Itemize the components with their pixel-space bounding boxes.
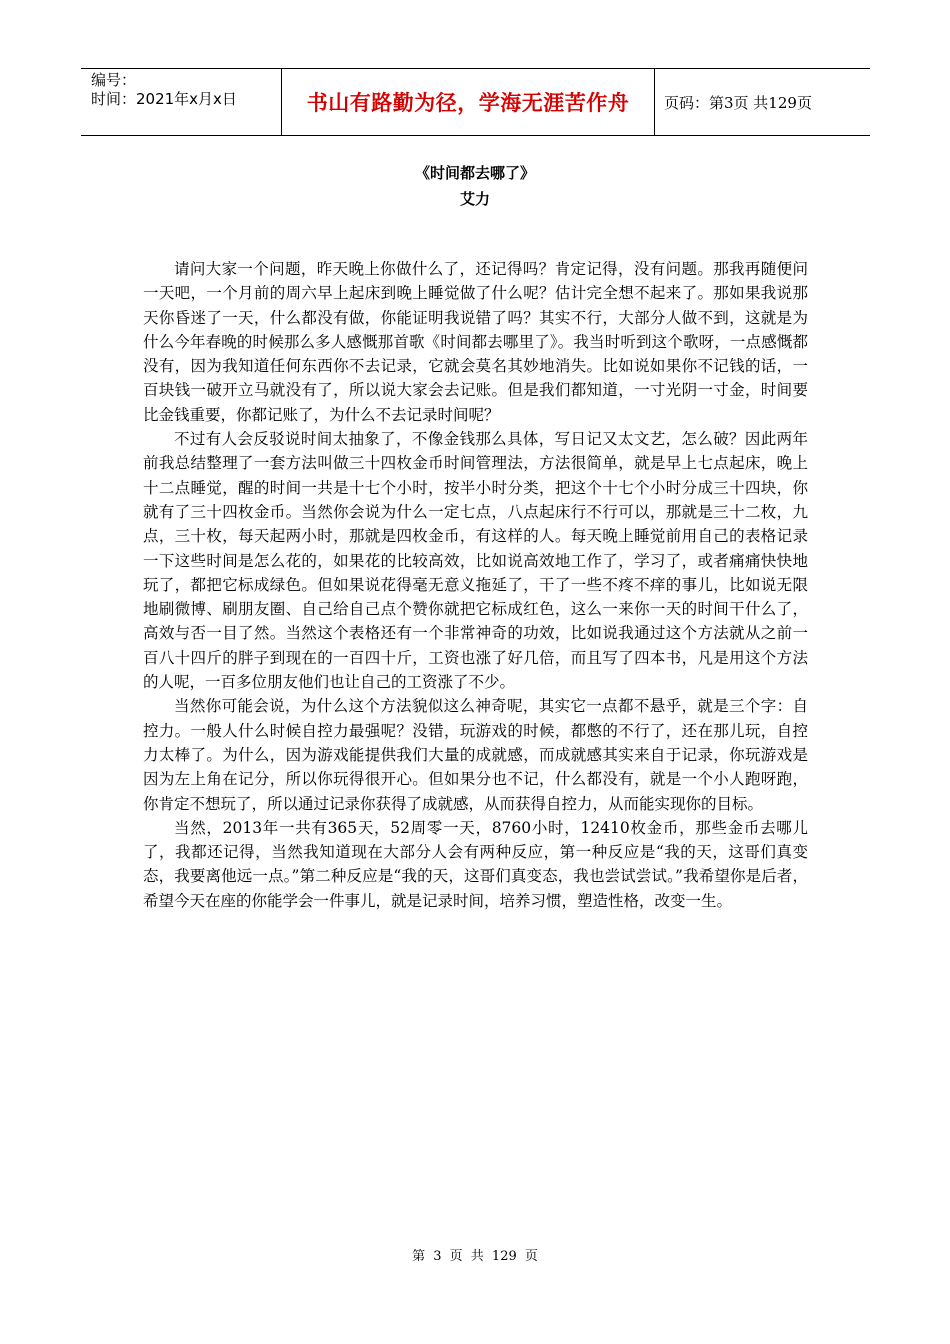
document-body	[143, 257, 808, 913]
serial-number-label: 编号：	[91, 71, 137, 89]
page-header	[81, 68, 870, 136]
header-motto: 书山有路勤为径，学海无涯苦作舟	[281, 69, 655, 135]
body-paragraph: 请问大家一个问题，昨天晚上你做什么了，还记得吗？肯定记得，没有问题。那我再随便问一天吧，一个月前的周六早上起床到晚上睡觉做了什么呢？估计完全想不起来了。那如果我说那天你昏迷了一天，什么都没有做，你能证明我说错了吗？其实不行，大部分人做不到，这就是为什么今年春晚的时候那么多人感慨那首歌《时间都去哪里了》。我当时听到这个歌呀，一点感慨都没有，因为我知道任何东西你不去记录，它就会莫名其妙地消失。比如说如果你不记钱的话，一百块钱一破开立马就没有了，所以说大家会去记账。但是我们都知道，一寸光阴一寸金，时间要比金钱重要，你都记账了，为什么不去记录时间呢？	[143, 260, 808, 424]
header-page-info: 页码：第3页 共129页	[664, 93, 812, 112]
document-title: 《时间都去哪了》	[414, 164, 535, 182]
body-paragraph: 当然你可能会说，为什么这个方法貌似这么神奇呢，其实它一点都不悬乎，就是三个字：自控力。一般人什么时候自控力最强呢？没错，玩游戏的时候，都憋的不行了，还在那儿玩，自控力太棒了。为什么，因为游戏能提供我们大量的成就感，而成就感其实来自于记录，你玩游戏是因为左上角在记分，所以你玩得很开心。但如果分也不记，什么都没有，就是一个小人跑呀跑，你肯定不想玩了，所以通过记录你获得了成就感，从而获得自控力，从而能实现你的目标。	[143, 697, 808, 813]
body-paragraph: 不过有人会反驳说时间太抽象了，不像金钱那么具体，写日记又太文艺，怎么破？因此两年前我总结整理了一套方法叫做三十四枚金币时间管理法，方法很简单，就是早上七点起床，晚上十二点睡觉，醒的时间一共是十七个小时，按半小时分类，把这个十七个小时分成三十四块，你就有了三十四枚金币。当然你会说为什么一定七点，八点起床行不行可以，那就是三十二枚，九点，三十枚，每天起两小时，那就是四枚金币，有这样的人。每天晚上睡觉前用自己的表格记录一下这些时间是怎么花的，如果花的比较高效，比如说高效地工作了，学习了，或者痛痛快快地玩了，都把它标成绿色。但如果说花得毫无意义拖延了，干了一些不疼不痒的事儿，比如说无限地刷微博、刷朋友圈、自己给自己点个赞你就把它标成红色，这么一来你一天的时间干什么了，高效与否一目了然。当然这个表格还有一个非常神奇的功效，比如说我通过这个方法就从之前一百八十四斤的胖子到现在的一百四十斤，工资也涨了好几倍，而且写了四本书，凡是用这个方法的人呢，一百多位朋友他们也让自己的工资涨了不少。	[143, 430, 808, 692]
document-author: 艾力	[459, 190, 490, 208]
body-paragraph: 当然，2013年一共有365天，52周零一天，8760小时，12410枚金币，那些金币去哪儿了，我都还记得，当然我知道现在大部分人会有两种反应，第一种反应是“我的天，这哥们真变态，我要离他远一点。”第二种反应是“我的天，这哥们真变态，我也尝试尝试。”我希望你是后者，希望今天在座的你能学会一件事儿，就是记录时间，培养习惯，塑造性格，改变一生。	[143, 818, 808, 910]
page-footer: 第 3 页 共 129 页	[412, 1249, 538, 1264]
date-label: 时间：2021年x月x日	[91, 90, 237, 108]
header-meta	[81, 69, 281, 135]
